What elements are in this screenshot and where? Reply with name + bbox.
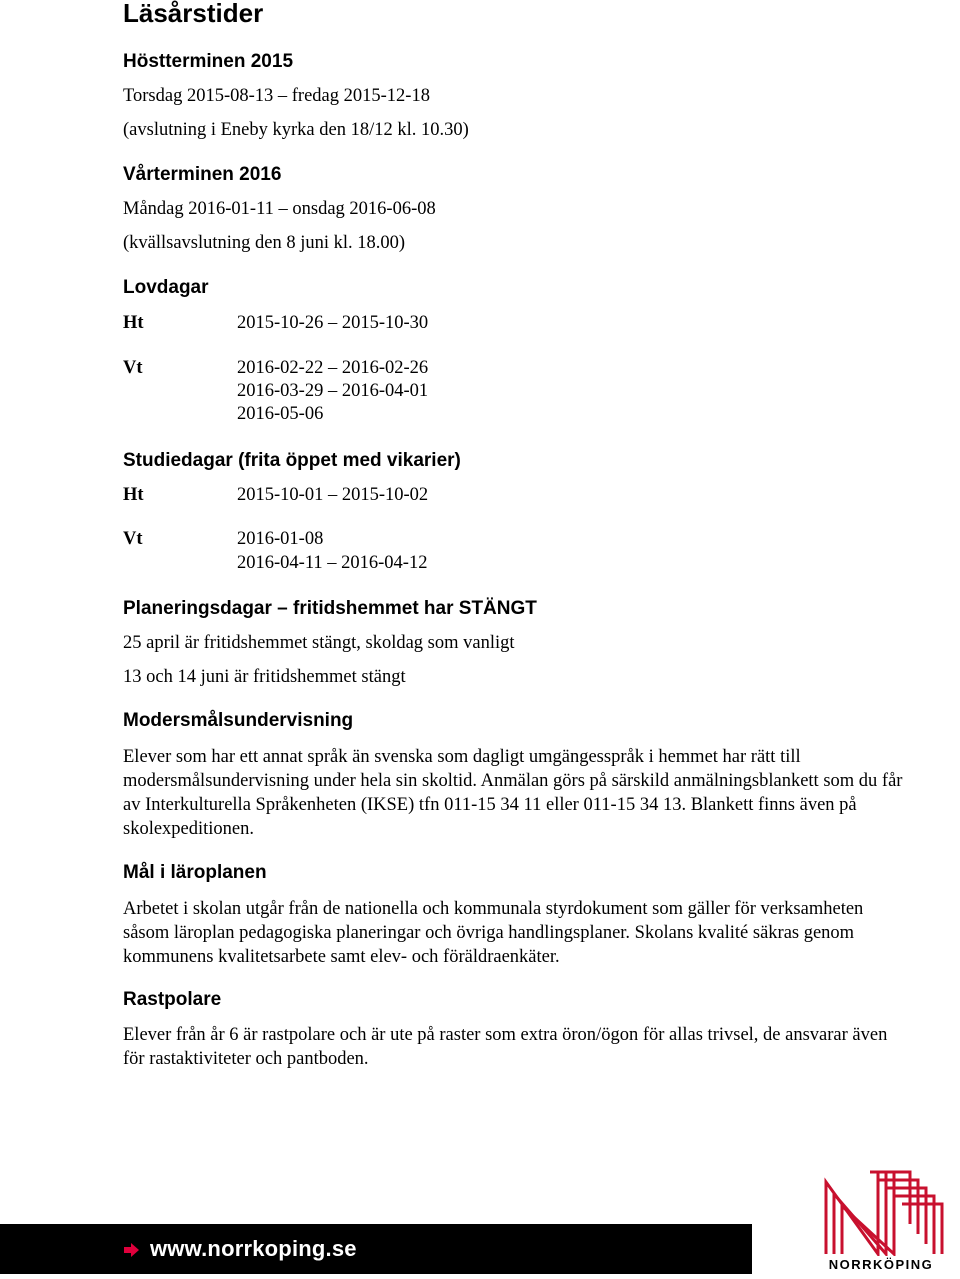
holidays-vt-date: 2016-02-22 – 2016-02-26 (237, 358, 429, 378)
holidays-ht-date: 2015-10-26 – 2015-10-30 (237, 313, 429, 333)
page-title: Läsårstider (123, 0, 264, 28)
holidays-vt-date: 2016-03-29 – 2016-04-01 (237, 381, 429, 401)
spring-note: (kvällsavslutning den 8 juni kl. 18.00) (123, 233, 406, 253)
autumn-heading: Höstterminen 2015 (123, 51, 294, 72)
study-days-vt-date: 2016-04-11 – 2016-04-12 (237, 553, 428, 573)
norrkoping-logo (812, 1164, 950, 1256)
planning-days-line: 13 och 14 juni är fritidshemmet stängt (123, 667, 406, 687)
recess-heading: Rastpolare (123, 989, 222, 1010)
planning-days-line: 25 april är fritidshemmet stängt, skoldag som vanligt (123, 633, 515, 653)
spring-dates: Måndag 2016-01-11 – onsdag 2016-06-08 (123, 199, 436, 219)
curriculum-heading: Mål i läroplanen (123, 862, 267, 883)
study-days-vt-label: Vt (123, 529, 143, 549)
study-days-ht-label: Ht (123, 485, 144, 505)
mother-tongue-text: Elever som har ett annat språk än svenska som dagligt umgängesspråk i hemmet har rätt till modersmålsundervisning under hela sin skoltid. Anmälan görs på särskild anmälningsblankett som du får av Interkulturella Språkenheten (IKSE) tfn 011-15 34 11 eller 011-15 34 13. Blankett finns även på skolexpeditionen. (123, 747, 903, 839)
holidays-heading: Lovdagar (123, 277, 209, 298)
recess-text: Elever från år 6 är rastpolare och är ute på raster som extra öron/ögon för allas trivsel, de ansvarar även för rastaktiviteter och pantboden. (123, 1025, 888, 1069)
autumn-note: (avslutning i Eneby kyrka den 18/12 kl. 10.30) (123, 120, 469, 140)
footer-bar (0, 1224, 752, 1274)
autumn-dates: Torsdag 2015-08-13 – fredag 2015-12-18 (123, 86, 430, 106)
spring-heading: Vårterminen 2016 (123, 164, 282, 185)
holidays-ht-label: Ht (123, 313, 144, 333)
study-days-heading: Studiedagar (frita öppet med vikarier) (123, 450, 461, 471)
study-days-vt-date: 2016-01-08 (237, 529, 324, 549)
chevron-right-icon (122, 1241, 140, 1259)
curriculum-text: Arbetet i skolan utgår från de nationella och kommunala styrdokument som gäller för verksamheten såsom läroplan pedagogiska planeringar och övriga handlingsplaner. Skolans kvalité säkras genom kommunens kvalitetsarbete samt elev- och föräldraenkäter. (123, 899, 864, 967)
holidays-vt-date: 2016-05-06 (237, 404, 324, 424)
mother-tongue-heading: Modersmålsundervisning (123, 710, 354, 731)
study-days-ht-date: 2015-10-01 – 2015-10-02 (237, 485, 429, 505)
logo-text: NORRKÖPING (828, 1257, 934, 1272)
footer-url[interactable]: www.norrkoping.se (150, 1236, 357, 1261)
holidays-vt-label: Vt (123, 358, 143, 378)
planning-days-heading: Planeringsdagar – fritidshemmet har STÄNGT (123, 598, 537, 619)
